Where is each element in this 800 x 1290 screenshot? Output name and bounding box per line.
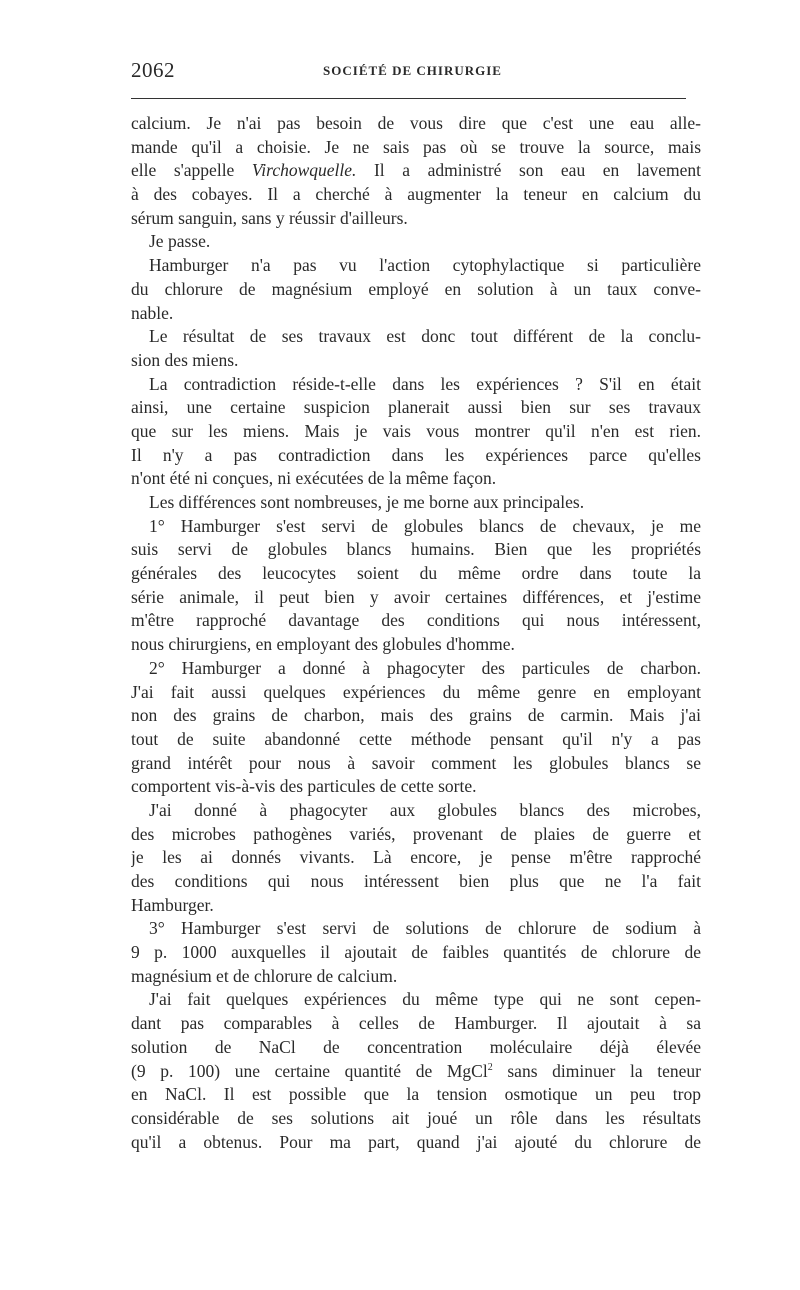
- text-line: grand intérêt pour nous à savoir comment les globules blancs se: [131, 752, 701, 773]
- text-segment: elle s'appelle: [131, 160, 252, 181]
- text-line: suis servi de globules blancs humains. Bien que les propriétés: [131, 539, 701, 560]
- text-line: en NaCl. Il est possible que la tension osmotique un peu trop: [131, 1084, 701, 1105]
- body-text: [131, 112, 701, 1154]
- text-line: Je passe.: [149, 231, 211, 252]
- text-line: Les différences sont nombreuses, je me borne aux principales.: [149, 492, 585, 512]
- text-line: La contradiction réside-t-elle dans les expériences ? S'il en était: [149, 373, 701, 394]
- text-line: je les ai donnés vivants. Là encore, je pense m'être rapproché: [131, 847, 701, 868]
- text-line: nable.: [131, 302, 174, 323]
- text-line: comportent vis-à-vis des particules de cette sorte.: [131, 776, 477, 797]
- text-line: ainsi, une certaine suspicion planerait aussi bien sur ses travaux: [131, 397, 701, 418]
- text-line: des microbes pathogènes variés, provenant de plaies de guerre et: [131, 823, 701, 844]
- text-line: Le résultat de ses travaux est donc tout différent de la conclu-: [149, 326, 701, 347]
- text-line: [131, 159, 701, 183]
- header-rule: [131, 98, 686, 99]
- text-line: que sur les miens. Mais je vais vous montrer qu'il n'en est rien.: [131, 420, 701, 441]
- text-line: J'ai fait quelques expériences du même type qui ne sont cepen-: [149, 989, 701, 1010]
- text-line: à des cobayes. Il a cherché à augmenter la teneur en calcium du: [131, 184, 701, 205]
- text-segment: Il a administré son eau en lavement: [356, 160, 701, 181]
- text-line: [131, 1060, 701, 1084]
- text-line: générales des leucocytes soient du même ordre dans toute la: [131, 563, 701, 584]
- superscript: 2: [487, 1061, 493, 1073]
- text-line: 2° Hamburger a donné à phagocyter des particules de charbon.: [149, 657, 701, 678]
- text-line: calcium. Je n'ai pas besoin de vous dire que c'est une eau alle-: [131, 113, 701, 133]
- text-line: 9 p. 1000 auxquelles il ajoutait de faibles quantités de chlorure de: [131, 942, 701, 963]
- text-line: nous chirurgiens, en employant des globules d'homme.: [131, 634, 515, 655]
- text-line: considérable de ses solutions ait joué un rôle dans les résultats: [131, 1107, 701, 1128]
- text-line: sérum sanguin, sans y réussir d'ailleurs.: [131, 207, 408, 228]
- text-line: J'ai fait aussi quelques expériences du même genre en employant: [131, 681, 701, 702]
- running-title: SOCIÉTÉ DE CHIRURGIE: [323, 63, 502, 78]
- text-line: tout de suite abandonné cette méthode pensant qu'il n'y a pas: [131, 728, 701, 749]
- text-segment: sans diminuer la teneur: [492, 1060, 701, 1081]
- text-line: n'ont été ni conçues, ni exécutées de la même façon.: [131, 468, 497, 489]
- text-line: 3° Hamburger s'est servi de solutions de chlorure de sodium à: [149, 918, 701, 939]
- text-line: solution de NaCl de concentration moléculaire déjà élevée: [131, 1036, 701, 1057]
- text-line: série animale, il peut bien y avoir certaines différences, et j'estime: [131, 586, 701, 607]
- text-line: Hamburger n'a pas vu l'action cytophylactique si particulière: [149, 255, 701, 276]
- text-line: non des grains de charbon, mais des grains de carmin. Mais j'ai: [131, 705, 701, 726]
- italic-term: Virchowquelle.: [251, 160, 357, 181]
- page-number: 2062: [131, 58, 175, 82]
- text-line: mande qu'il a choisie. Je ne sais pas où se trouve la source, mais: [131, 136, 701, 157]
- text-line: du chlorure de magnésium employé en solution à un taux conve-: [131, 278, 701, 299]
- text-line: magnésium et de chlorure de calcium.: [131, 965, 398, 986]
- text-line: sion des miens.: [131, 349, 239, 370]
- text-line: qu'il a obtenus. Pour ma part, quand j'ai ajouté du chlorure de: [131, 1131, 701, 1152]
- text-line: des conditions qui nous intéressent bien plus que ne l'a fait: [131, 871, 701, 891]
- text-line: m'être rapproché davantage des conditions qui nous intéressent,: [131, 610, 701, 631]
- text-line: Hamburger.: [131, 894, 214, 915]
- text-line: dant pas comparables à celles de Hamburger. Il ajoutait à sa: [131, 1013, 701, 1034]
- text-line: Il n'y a pas contradiction dans les expériences parce qu'elles: [131, 444, 701, 465]
- text-line: J'ai donné à phagocyter aux globules blancs des microbes,: [149, 799, 701, 820]
- text-segment: (9 p. 100) une certaine quantité de MgCl: [131, 1060, 488, 1081]
- page-header: [131, 58, 686, 86]
- text-line: 1° Hamburger s'est servi de globules blancs de chevaux, je me: [149, 515, 701, 536]
